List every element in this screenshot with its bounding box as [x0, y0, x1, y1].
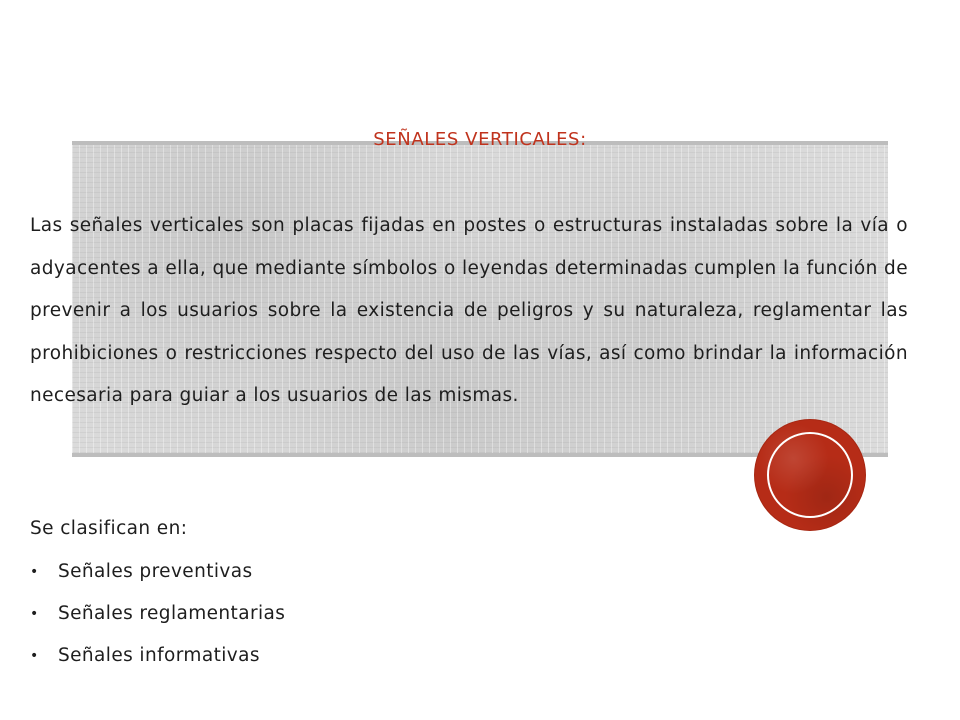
list-item [30, 599, 285, 641]
list-item [30, 641, 285, 683]
bullet-icon: • [30, 606, 39, 622]
classification-list [30, 557, 285, 683]
bullet-icon: • [30, 648, 39, 664]
list-item-label: Señales reglamentarias [58, 603, 286, 624]
circle-ring [767, 432, 853, 518]
list-item [30, 557, 285, 599]
definition-paragraph: Las señales verticales son placas fijadas en postes o estructuras instaladas sobre la vía o adyacentes a ella, que mediante símbolos o leyendas determinadas cumplen la función de prevenir a los usuarios sobre la existencia de peligros y su naturaleza, reglamentar las prohibiciones o restricciones respecto del uso de las vías, así como brindar la información necesaria para guiar a los usuarios de las mismas. [30, 215, 908, 406]
list-intro: Se clasifican en: [30, 518, 188, 539]
list-item-label: Señales preventivas [58, 561, 253, 582]
bullet-icon: • [30, 564, 39, 580]
slide-title: SEÑALES VERTICALES: [373, 129, 587, 150]
red-circle-logo-icon [755, 420, 865, 530]
list-item-label: Señales informativas [58, 645, 260, 666]
